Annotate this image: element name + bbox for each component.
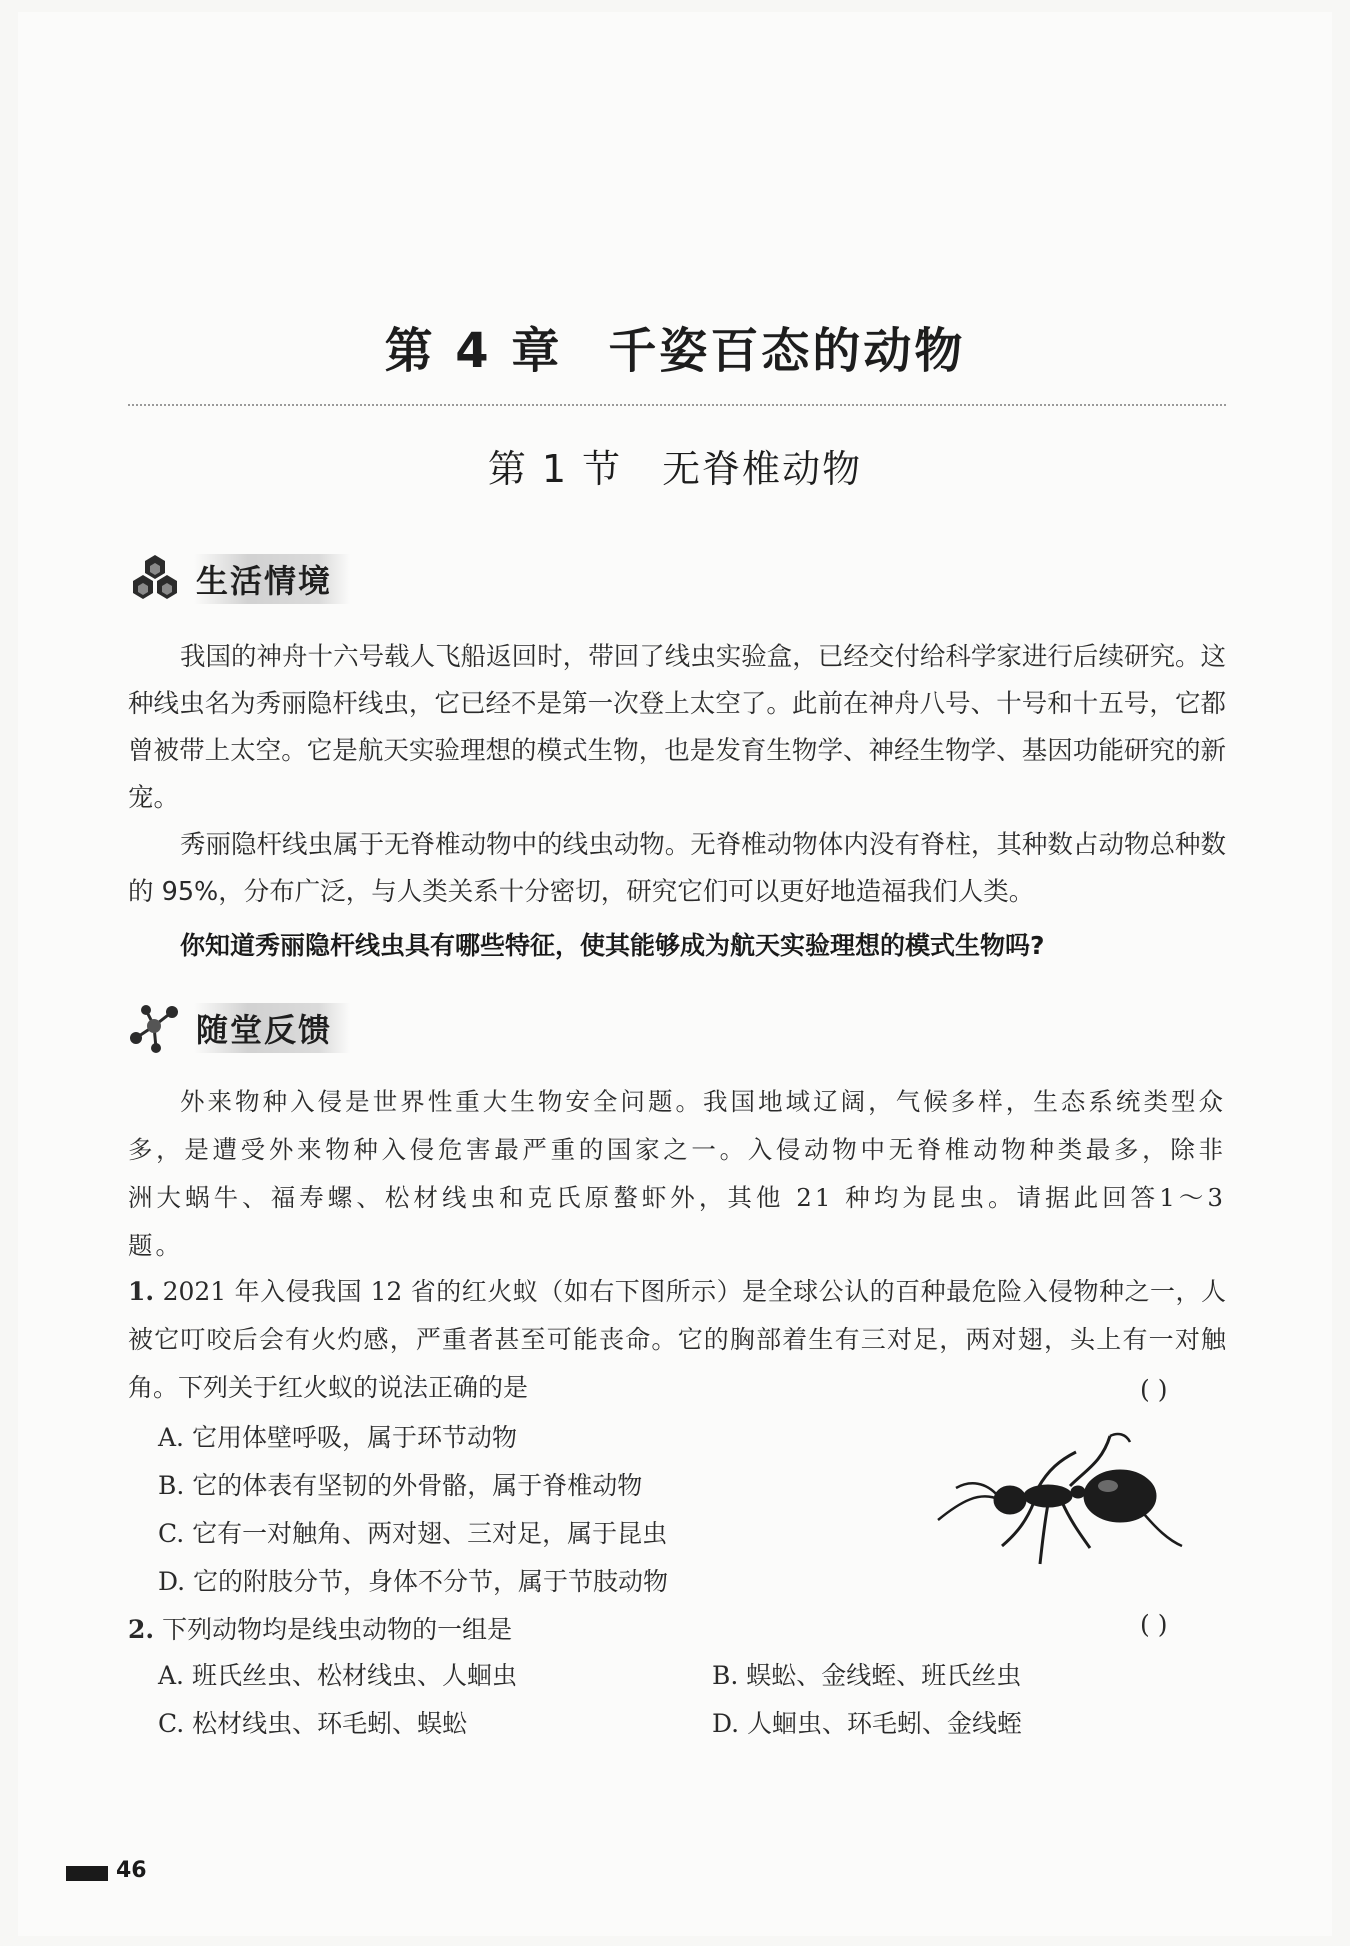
- question-2-text: 下列动物均是线虫动物的一组是: [162, 1615, 513, 1644]
- page-number-marker: [66, 1866, 108, 1881]
- chapter-title: [0, 312, 1350, 381]
- dotted-divider: [128, 404, 1226, 406]
- life-context-label: 生活情境: [194, 554, 350, 604]
- question-1-stem: [128, 1268, 1226, 1412]
- question-1-number: 1.: [128, 1277, 155, 1306]
- question-2-option-d[interactable]: D. 人蛔虫、环毛蚓、金线蛭: [712, 1709, 1023, 1738]
- life-context-paragraph-1: 我国的神舟十六号载人飞船返回时，带回了线虫实验盒，已经交付给科学家进行后续研究。这种线虫名为秀丽隐杆线虫，它已经不是第一次登上太空了。此前在神舟八号、十号和十五号，它都曾被带上太空。它是航天实验理想的模式生物，也是发育生物学、神经生物学、基因功能研究的新宠。: [128, 642, 1226, 813]
- question-1-option-a[interactable]: A. 它用体壁呼吸，属于环节动物: [158, 1423, 517, 1452]
- question-2-option-a[interactable]: A. 班氏丝虫、松材线虫、人蛔虫: [158, 1661, 517, 1690]
- feedback-label: 随堂反馈: [194, 1003, 350, 1053]
- feedback-intro: 外来物种入侵是世界性重大生物安全问题。我国地域辽阔，气候多样，生态系统类型众多，是遭受外来物种入侵危害最严重的国家之一。入侵动物中无脊椎动物种类最多，除非洲大蜗牛、福寿螺、松材线虫和克氏原螯虾外，其他 21 种均为昆虫。请据此回答1～3 题。: [128, 1087, 1226, 1260]
- hexagon-cluster-icon: [126, 553, 184, 605]
- page-number: 46: [116, 1858, 147, 1883]
- question-2-option-b[interactable]: B. 蜈蚣、金线蛭、班氏丝虫: [712, 1661, 1022, 1690]
- chapter-number: 第 4 章: [384, 323, 563, 379]
- question-2-answer-bracket[interactable]: ( ): [1140, 1610, 1168, 1639]
- chapter-name: 千姿百态的动物: [608, 323, 966, 379]
- question-1-answer-bracket[interactable]: ( ): [1140, 1375, 1168, 1404]
- ant-illustration: [930, 1430, 1190, 1570]
- question-1-option-d[interactable]: D. 它的附肢分节，身体不分节，属于节肢动物: [158, 1567, 669, 1596]
- molecule-icon: [126, 1002, 184, 1054]
- section-name: 无脊椎动物: [662, 447, 863, 491]
- life-context-paragraph-2: 秀丽隐杆线虫属于无脊椎动物中的线虫动物。无脊椎动物体内没有脊柱，其种数占动物总种数的 95%，分布广泛，与人类关系十分密切，研究它们可以更好地造福我们人类。: [128, 830, 1226, 907]
- question-1-option-b[interactable]: B. 它的体表有坚韧的外骨骼，属于脊椎动物: [158, 1471, 643, 1500]
- question-2-stem: [128, 1606, 1226, 1654]
- life-context-question: 你知道秀丽隐杆线虫具有哪些特征，使其能够成为航天实验理想的模式生物吗?: [180, 931, 1045, 960]
- question-1-text: 2021 年入侵我国 12 省的红火蚁（如右下图所示）是全球公认的百种最危险入侵物种之一，人被它叮咬后会有火灼感，严重者甚至可能丧命。它的胸部着生有三对足，两对翅，头上有一对触角。下列关于红火蚁的说法正确的是: [128, 1277, 1227, 1402]
- question-2-option-c[interactable]: C. 松材线虫、环毛蚓、蜈蚣: [158, 1709, 468, 1738]
- question-2-number: 2.: [128, 1615, 155, 1644]
- feedback-heading: [126, 1002, 350, 1054]
- life-context-heading: [126, 553, 350, 605]
- question-1-option-c[interactable]: C. 它有一对触角、两对翅、三对足，属于昆虫: [158, 1519, 668, 1548]
- section-number: 第 1 节: [487, 447, 623, 491]
- section-title: [0, 438, 1350, 493]
